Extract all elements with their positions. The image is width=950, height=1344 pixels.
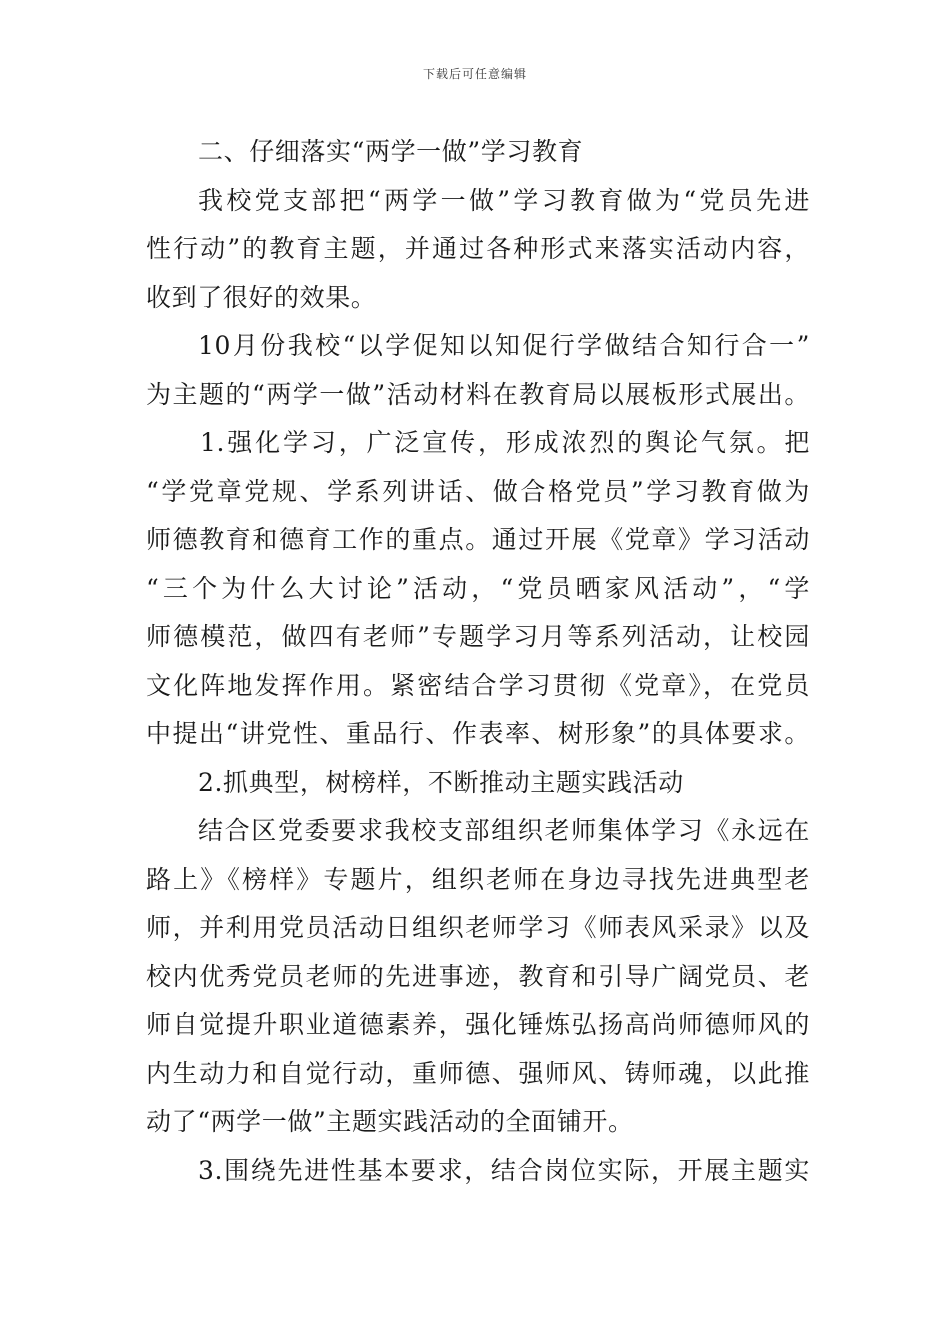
paragraph-line: 内生动力和自觉行动，重师德、强师风、铸师魂，以此推 [146, 1058, 810, 1088]
numbered-item-heading: 1.强化学习，广泛宣传，形成浓烈的舆论气氛。把 [200, 428, 810, 457]
paragraph-line: 结合区党委要求我校支部组织老师集体学习《永远在 [198, 816, 810, 845]
paragraph-line: “学党章党规、学系列讲话、做合格党员”学习教育做为 [146, 476, 810, 506]
paragraph-line: 性行动”的教育主题，并通过各种形式来落实活动内容， [146, 234, 810, 263]
section-heading: 二、仔细落实“两学一做”学习教育 [198, 137, 584, 166]
paragraph-line: 路上》《榜样》专题片，组织老师在身边寻找先进典型老 [146, 864, 810, 894]
paragraph-line: 10月份我校“以学促知以知促行学做结合知行合一” [198, 331, 810, 360]
paragraph-line: 动了“两学一做”主题实践活动的全面铺开。 [146, 1107, 634, 1136]
paragraph-line: 师自觉提升职业道德素养，强化锤炼弘扬高尚师德师风的 [146, 1010, 810, 1039]
paragraph-line: 师，并利用党员活动日组织老师学习《师表风采录》以及 [146, 913, 810, 942]
paragraph-line: 收到了很好的效果。 [146, 282, 377, 312]
numbered-item-heading: 3.围绕先进性基本要求，结合岗位实际，开展主题实 [198, 1155, 810, 1185]
paragraph-line: 中提出“讲党性、重品行、作表率、树形象”的具体要求。 [146, 719, 810, 748]
paragraph-line: “三个为什么大讨论”活动，“党员晒家风活动”，“学 [146, 573, 810, 603]
paragraph-line: 为主题的“两学一做”活动材料在教育局以展板形式展出。 [146, 379, 810, 409]
paragraph-line: 文化阵地发挥作用。紧密结合学习贯彻《党章》，在党员 [146, 670, 810, 700]
numbered-item-heading: 2.抓典型，树榜样，不断推动主题实践活动 [198, 767, 684, 797]
paragraph-line: 师德模范，做四有老师”专题学习月等系列活动，让校园 [146, 622, 810, 651]
page-header: 下载后可任意编辑 [422, 67, 527, 81]
paragraph-line: 师德教育和德育工作的重点。通过开展《党章》学习活动 [146, 525, 810, 554]
document-body [146, 128, 810, 1195]
paragraph-line: 校内优秀党员老师的先进事迹，教育和引导广阔党员、老 [146, 961, 810, 991]
paragraph-line: 我校党支部把“两学一做”学习教育做为“党员先进 [198, 185, 810, 215]
